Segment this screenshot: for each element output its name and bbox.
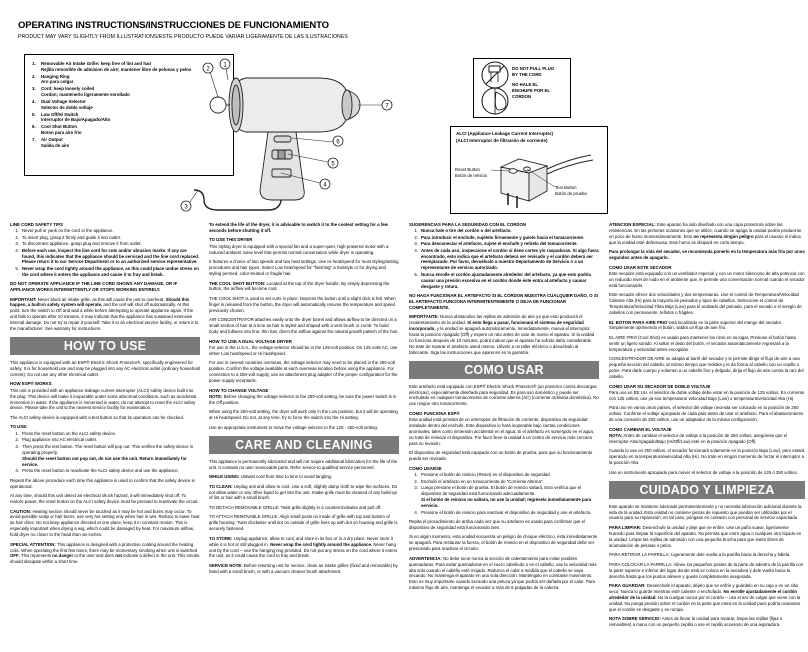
list-item: 3. To disconnect appliance, grasp plug and remove it from outlet. [15,241,142,247]
how-to-use-banner: HOW TO USE [10,337,200,355]
list-item: 4. Antes de cada uso, inspeccione el cordón si tiene cortes y/o raspaduras. Si algo fuera encontrado, esto indica que el artefacto deberá ser revisado y el cordón deberá ser reemplazado. Por favor, devuélvalo a nuestro Departamento de Servicio o a un representante de servicio autorizado. [414,247,599,271]
lubrication-paragraph: This appliance is permanently lubricated and will not require additional lubrication for the life of the unit. It contains no user serviceable parts. Refer service to qualified service personnel. [209,458,398,470]
change-voltage-paragraph-3: Use an appropriate instrument to move the voltage selector to the 125 - 250-volt setting. [209,424,379,430]
list-item: 3. Luego presione el botón de prueba. El botón de reinicio saltará. Esto verifica que el dispositivo de seguridad está funcionando adecuadamente. [414,485,582,496]
como-usarse-steps [409,472,599,515]
test-button-label-en: Test Button [555,185,577,190]
como-usar-intro: Este artefacto está equipado con ESP® Electric Shock Protector® (un protector contra descargas eléctricas), especialmente diseñado para seguridad. Es para uso doméstico y puede ser enchufado en cualquier tomacorriente de corriente alterna (AC) (corriente ordinaria doméstica). No use ningún otro tomacorriente. [409,383,599,407]
part-label-en: Cool Shot Button [41,124,78,130]
dryer-speeds-paragraph: It features a choice of two speeds and two heat settings. Use Hi heat/speed for most styling/setting procedures and hair types. Select Low heat/speed for "finishing" a hairstyle or for drying and styling permed, color-treated or fragile hair. [209,259,399,277]
part-number: 2. [32,73,36,79]
air-concentrator-paragraph: AIR CONCENTRATOR attaches easily onto the dryer barrel and allows airflow to be directed on a small section of hair at a time as hair is styled and shaped with a vent brush or comb. To build body and fullness into fine, thin hair, direct the airflow against the natural growth pattern of the hair. [209,317,399,335]
list-item: 4. Press the reset button to reactivate the ALCI safety device and use the appliance. [15,468,179,474]
hair-dryer-illustration [168,50,468,215]
dual-voltage-overseas-paragraph: For use in several countries overseas, the voltage selector may need to be placed in the 250-volt position. Confirm the voltage available at each overseas location before using the appliance. For connection to a 250-volt supply, use an attachment plug adapter of the proper configuration for the power supply receptacle. [209,360,398,384]
part-text [41,99,93,110]
part-label-en: Dual Voltage Selector [41,99,86,105]
doble-voltaje-heading: COMO USAR SU SECADOR DE DOBLE VOLTAJE [609,383,711,389]
special-attention-paragraph: SPECIAL ATTENTION: This appliance is designed with a protective coating around the heating coils. When operating the first few times, there may be momentary smoking when unit is switched OFF. This represents no danger to the user and does not indicate a defect in the unit. This smoke should dissipate within a short time. [10,541,200,565]
como-usarse-heading: COMO USARSE [409,465,442,471]
page-subtitle: PRODUCT MAY VARY SLIGHTLY FROM ILLUSTRATIONS/ESTE PRODUCTO PUEDE VARIAR LIGERAMENTE DE LAS ILUSTRACIONES [18,34,348,40]
para-guardar-paragraph: PARA GUARDAR: Desenchufe el aparato, déjelo que se enfríe y guárdelo en su caja o en un sitio seco. Nunca lo guarde mientras esté caliente o enchufado. No enrolle ajustadamente el cordón alrededor de la unidad. No la cuelgue nunca por el cordón -- use el aro de colgar que viene con la unidad. No ponga presión sobre el cordón en la parte que entra en la unidad pues podría ocasionar que el cordón se desgaste y se rompa. [609,583,801,612]
change-voltage-note: NOTE: Before changing the voltage selector to the 250-volt setting, be sure the power switch is in the Off position. [209,394,397,405]
como-funciona-esp-heading: COMO FUNCIONA ESP® [409,410,460,416]
alci-plug-diagram [450,126,608,214]
part-number: 6. [32,124,36,130]
part-label-es: Rejilla removible de admision de aire; mantener libre de pelusas y pelos [41,66,192,72]
cambiar-voltaje-paragraph-3: Use un instrumento apropiado para mover el selector de voltaje a la posición de 125 ó 250 voltios. [609,469,798,475]
dryer-motor-paragraph: This styling dryer is equipped with a special fan and a super-quiet, high-powered motor with a reduced ambient noise level that permits normal conversation while dryer is operating. [209,243,389,255]
part-text [41,74,73,85]
part-label-en: Cord; keep loosely coiled [41,86,95,92]
list-item: 1. Nunca hale o tire del cordón o del artefacto. [414,228,512,234]
to-use-heading: TO USE: [10,424,28,430]
list-item: 5. Never wrap the cord tightly around the appliance, as this could place undue stress on the cord where it enters the appliance and cause it to fray and break. [15,265,199,277]
svg-text:1: 1 [223,62,227,69]
list-item: Should the reset button not pop out, do not use the unit. Return immediately for service. [22,455,187,467]
alci-title-en: ALCI (Appliance Leakage Current Interrupter) [456,131,554,136]
to-clean-paragraph: TO CLEAN: Unplug unit and allow to cool. Use a soft, slightly damp cloth to wipe the surfaces. Do not allow water or any other liquid to get into the unit. Intake grille must be cleaned of any build-up of lint or hair with a small brush. [209,483,398,501]
part-label-en: Removable Air Intake Grille; keep free of lint and hair [41,61,152,66]
nota-servicio-paragraph: NOTA SOBRE SERVICIO: Antes de llevar la unidad para reparar, limpie las rejillas (fijas o removibles) a mano con un pequeño cepillo o use el cepillo accesorio de una aspiradora. [609,616,783,628]
warning-line-5: CORDON [512,94,532,99]
lubricacion-paragraph: Este aparato se mantiene lubricado permanentemente y no necesita lubricación adicional durante la vida de la unidad. Esta unidad no contiene piezas de repuesto que puedan ser utilizadas por el usuario para su reparación; en tal caso, póngase en contacto con personal de servicio capacitado. [609,503,802,521]
part-text [41,137,69,148]
list-item: Si el botón de reinicio no saltara, no use la unidad; regrésela inmediatamente para servicio. [421,497,592,509]
no-haga-funcionar-notice: NO HAGA FUNCIONAR EL ARTEFACTO SI EL CORDON MUESTRA CUALQUIER DAÑO, O SI EL ARTEFACTO FUNCIONA INTERMITENTEMENTE O DEJA DE FUNCIONAR COMPLETAMENTE. [409,292,598,310]
part-number: 7. [32,137,36,143]
warning-line-1: DO NOT PULL PLUG [512,66,555,71]
part-number: 5. [32,111,36,117]
column-english-usage [209,222,399,578]
how-to-use-intro: This appliance is equipped with an ESP® Electric Shock Protector®, specifically engineered for safety. It is for household use and may be plugged into any AC electrical outlet (ordinary household current). Do not use any other electrical outlet. [10,360,200,377]
list-item: 1. Never pull or yank on the cord or the appliance. [15,228,114,234]
importante-notice: IMPORTANTE: Nunca obstaculice las rejillas de admisión de aire ya que esto producirá el recalentamiento de la unidad. Si esto llega a pasar, funcionará el sistema de seguridad incorporado, y la unidad se apagará automáticamente. Inmediatamente, mueva el interruptor hacia la posición Apagado (Off) y espere un rato antes de usar de nuevo el aparato. Si la unidad no funciona después de 10 minutos, podrá indicar que el aparato ha sufrido daño considerable. No trate de reparar el artefacto usted mismo. Llévelo a un taller eléctrico o devuélvalo al fabricante. Siga las instrucciones que aparecen en la garantía. [409,314,595,355]
concentrador-paragraph: CONCENTRADOR DE AIRE se adapta al barril del secador y le permite dirigir el flujo de aire a una pequeña sección del cabello, al mismo tiempo que moldea y le da forma al cabello con un cepillo o peine. Para darle cuerpo y volumen a un cabello fino y delgado, dirija el flujo de aire contra la raíz del cabello. [609,356,804,379]
svg-text:2: 2 [206,66,210,73]
important-notice: IMPORTANT: Never block air intake grille, as this will cause the unit to overheat. Should this happen, a built-in safety system will operate, and the unit will shut off automatically. At this point, turn the switch to Off and wait a while before attempting to operate appliance again. If the unit fails to operate after 10 minutes, it may indicate that the appliance has sustained extensive internal damage. Do not try to repair it yourself. Take it to an electrical service facility, or return it to the manufacturer. See warranty for instructions. [10,296,199,332]
list-item: 2. Para introducir el enchufe, sujételo firmemente y guíelo hacia el tomacorriente. [414,234,585,240]
list-item: 2. Enchufe el artefacto en un tomacorriente de "Corriente Alterna". [414,478,544,484]
part-label-en: Hanging Ring [41,73,70,79]
while-using-paragraph: WHILE USING: Untwist cord from time to time to avoid tangling. [209,474,333,480]
cambiar-voltaje-nota: NOTA: Antes de cambiar el selector de voltaje a la posición de 250 voltios, asegúrese que el interruptor Alto/Apagado/Bajo (Hi/Off/Low) esté en la posición Apagado (Off). [609,433,788,444]
warning-text [512,66,554,100]
list-item: 2. To insert plug, grasp it firmly and guide it into outlet. [15,234,121,240]
esp-paragraph-1: This unit is provided with an appliance leakage current interrupter (ALCI) safety device built into the plug. This device will make it inoperable under some abnormal conditions, such as accidental immersion in water. If the appliance is immersed in water, do not attempt to reset the ALCI safety device. Please take the unit to the nearest service facility for examination. [10,387,197,411]
svg-text:3: 3 [184,204,188,211]
part-number: 4. [32,99,36,105]
to-use-this-dryer-heading: TO USE THIS DRYER [209,237,253,243]
service-note-paragraph: SERVICE NOTE: Before returning unit for service, clean air intake grilles (fixed and removable) by hand with a small brush, or with a vacuum cleaner brush attachment. [209,562,398,574]
cool-shot-button-paragraph: THE COOL SHOT BUTTON: Located at the top of the dryer handle. By simply depressing the button, the airflow will become cool. [209,280,390,292]
prolongar-vida-note: Para prolongar la vida del secador, se recomienda ponerlo en la temperatura más fría por unos segundos antes de apagarlo. [609,249,805,261]
line-cord-safety-list [10,228,200,277]
doble-voltaje-paises-paragraph: Para uso en varios otros países, el selector del voltaje necesita ser colocado en la posición de 250 voltios. Confirme el voltaje apropiado de cada país antes de usar el artefacto. Para el abastecimiento de una conexión de 250 voltios, use un adaptador de la misma configuración. [609,405,804,423]
list-item: 4. Before each use, inspect the line cord for cuts and/or abrasion marks. If any are found, this indicates that the appliance should be serviced and the line cord replaced. Please return it to our Service Department or to an authorized service representative. [15,247,200,265]
repita-paragraph: Repita el procedimiento de arriba cada vez que su artefacto es usado para confirmar que el dispositivo de seguridad está funcionando bien. [409,519,586,530]
to-store-paragraph: TO STORE: Unplug appliance, allow to cool, and store in its box or in a dry place. Never store it while it is hot or still plugged in. Never wrap the cord tightly around the appliance. Never hang unit by the cord -- use the hanging ring provided. Do not put any stress on the cord where it enters the unit, as it could cause the cord to fray and break. [209,535,398,559]
part-label-en: Air Output [41,137,63,143]
warning-line-3: NO HALE EL [512,82,539,87]
list-item: 4. Presione el botón de reinicio para reactivar el dispositivo de seguridad y use el artefacto. [414,509,592,515]
sugerencias-seguridad-list [409,228,599,289]
shock-hazard-paragraph: At any time, should this unit detect an electrical shock hazard, it will immediately shut off. To restore power, the reset button on the ALCI safety device must be pressed to reactivate the circuit. [10,493,199,504]
reset-button-label-en: Reset Button [455,167,480,172]
doble-voltaje-eeuu-paragraph: Para uso en EE.UU. el selector de doble voltaje debe estar en la posición de 125 voltios. En corriente con 125 voltios, use ya sea temperatura/ velocidad Baja (Low) o temperatura/velocidad Alta (Hi). [609,389,805,401]
list-item: 5. Nunca enrolle el cordón ajustadamente alrededor del artefacto, ya que esto podría causar una presión excesiva en el cordón donde éste entra al artefacto y causar desgaste y rotura. [414,271,591,289]
secador-motor-paragraph: Este secador está equipado con un ventilador especial y con un motor silencioso de alta potencia con un reducido nivel de ruido en el ambiente que, le permite una conversación normal cuando el secador está funcionando. [609,271,805,288]
part-text [41,86,130,97]
care-and-cleaning-banner: CARE AND CLEANING [209,436,399,454]
alci-test-label [555,185,587,196]
part-label-es: Interruptor de Bajo/Apagado/Alto [41,117,111,123]
para-limpiar-paragraph: PARA LIMPIAR: Desenchufe la unidad y deje que se enfríe. Use un paño suave, ligeramente humedo para limpiar la superficie del aparato. No permita que entre agua o cualquier otro líquido en la unidad. Limpie las rejillas de admisión con una pequeña brocha para que estén libres de acumulación de pelusas o pelos. [609,524,802,548]
cambiar-voltaje-paragraph-2: Cuando lo use en 250 voltios, el secador funcionará solamente en la posición Baja (Low), pero estará operando en la temperatura/velocidad Alta (Hi). No trate en ningún momento de forzar el interruptor a la posición Alta. [609,448,805,466]
warning-line-4: ENCHUFE POR EL [512,88,550,93]
dual-voltage-heading: HOW TO USE A DUAL VOLTAGE DRYER [209,338,292,344]
list-item: 3. Para desconectar el artefacto, sujete el enchufe y retírelo del tomacorriente. [414,241,578,247]
cuidado-limpieza-banner: CUIDADO Y LIMPIEZA [609,481,805,499]
part-label-es: Cordon; mantenerlo ligeramente enrollado [41,91,130,97]
part-number: 1. [32,61,36,66]
list-item: 1. Press the reset button on the ALCI safety device. [15,430,117,436]
change-voltage-paragraph-2: When using the 250-volt setting, the dryer will work only in the Low position, but it will be operating at Hi heat/speed. Do not, at any time, try to force the switch into the Hi setting. [209,409,398,421]
repeat-procedure-paragraph: Repeat the above procedure each time this appliance is used to confirm that the safety device is operational. [10,477,195,489]
caution-paragraph: CAUTION: Heating section should never be touched as it may be hot and burns may occur. To avoid possible scalp or hair burns, use very hot setting only when hair is wet. Reduce to lower heat as hair dries. Do not keep appliance directed at one place; keep it in constant motion. This is especially important when drying a wig, which could be damaged by heat. For maximum airflow, hold dryer no closer to the head than six inches. [10,508,200,538]
do-not-pull-plug-warning [473,58,571,118]
part-number: 3. [32,86,36,92]
esp-es-paragraph-2: El dispositivo de seguridad está equipado con un botón de prueba, para que su funcionamiento pueda ser revisado. [409,450,593,462]
do-not-operate-notice: DO NOT OPERATE APPLIANCE IF THE LINE CORD SHOWS ANY DAMAGE, OR IF APPLIANCE WORKS INTERMITTENTLY OR STOPS WORKING ENTIRELY. [10,281,178,293]
alci-reset-label [455,167,487,178]
part-label-en: Low Off/Hi Switch [41,111,79,117]
part-label-es: Selector de doble voltaje [41,104,93,110]
svg-text:4: 4 [323,182,327,189]
advertencia-paragraph: ADVERTENCIA: No debe tocar nunca la sección de calentamiento para evitar posibles quemaduras. Para evitar quemaduras en el cuero cabelludo o en el cabello, use la velocidad más alta sólo cuando el cabello esté mojado. Reduzca el calor a medida que el cabello se vaya secando. No mantenga el aparato en una sola dirección. Manténgalo en constante movimiento. Esto es muy importante cuando secando una peluca ya que podría ser dañada por el calor. Para máximo flujo de aire, mantenga el secador a más de 6 pulgadas de la cabeza. [409,555,597,591]
svg-text:7: 7 [385,103,389,110]
change-voltage-heading: HOW TO CHANGE VOLTAGE [209,387,269,393]
part-label-es: Aro para colgar [41,79,74,85]
page-title: OPERATING INSTRUCTIONS/INSTRUCCIONES DE FUNCIONAMIENTO [18,20,329,31]
column-spanish-usage [609,222,805,632]
page-header [18,20,578,41]
extend-life-note: To extend the life of the dryer, it is advisable to switch it to the coolest setting for a few seconds before shutting it off. [209,222,389,233]
como-usar-banner: COMO USAR [409,361,599,379]
svg-text:5: 5 [331,161,335,168]
boton-aire-frio-paragraph: EL BOTON PARA AIRE FRIO está localizado en la parte superior del mango del secador. Simplemente oprimiendo el botón, saldrá un flujo de aire frío. [609,319,783,331]
secador-velocidades-paragraph: Este secador ofrece dos velocidades y dos temperaturas. Use el control de Temperatura/Velocidad Caliente Alta (Hi) para la mayoría de peinados y tipos de cabellos. Seleccione el control de Temperatura/Velocidad Tibia Baja (Low) para el acabado del peinado, para el secado o el arreglo de cabellos con permanente, teñidos o frágiles. [609,292,802,316]
test-button-label-es: Botón de prueba [555,190,587,196]
warning-line-2: BY THE CORD [512,72,542,77]
line-cord-safety-heading: LINE CORD SAFETY TIPS [10,222,64,227]
attach-grille-paragraph: TO ATTACH REMOVABLE GRILLE: Align small posts on inside of grille with top and bottom of grille housing. Twist clockwise until dot on outside of grille lines up with dot on housing and grille is securely fastened. [209,514,398,532]
como-usar-secador-heading: COMO USAR ESTE SECADOR [609,264,672,270]
list-item: 1. Presione el botón de reinicio (Reset) en el dispositivo de seguridad. [414,472,551,478]
column-spanish-safety [409,222,599,595]
part-label-es: Salida de aire [41,142,70,148]
atencion-especial-paragraph: ATENCION ESPECIAL: Este aparato ha sido diseñado con una capa protectora sobre las resistencias. En las primeras ocasiones que se utilice, cuando se apaga la unidad podría producirse un poco de humo momentáneamente. Esto no representa ningún peligro para el usuario ni indica que la unidad esté defectuosa. Este humo se disipará en corto tiempo. [609,222,802,245]
part-label-es: Boton para aire frio [41,130,82,136]
list-item: 2. Plug appliance into AC electrical outlet. [15,437,98,443]
colocar-parrilla-paragraph: PARA COLOCAR LA PARRILLA: Alinee los pequeños postes de la parte de adentro de la parrilla con la parte superior e inferior del lugar donde está se coloca en la secadora y dele vuelta hacia la derecha hasta que los puntos alineen y quede completamente asegurada. [609,561,804,579]
esp-paragraph-2: The ALCI safety device is equipped with a test button so that its operation can be checked. [10,414,185,420]
part-text [41,124,82,135]
to-use-steps [10,431,200,474]
peligro-choque-paragraph: Si en algún momento, esta unidad encuentra un peligro de choque eléctrico, ésta inmediatamente se apagará. Para restaurar la fuerza, el botón de reinicio en el dispositivo de seguridad debe ser presionado para reactivar el circuito. [409,534,598,552]
alci-title-es: (ALCI Interruptor de filtración de corriente) [456,138,548,143]
dual-voltage-usa-paragraph: For use in the U.S.A., the voltage selector should be in the 125-volt position. On 125 volts AC, use either Low heat/speed or Hi heat/speed. [209,344,398,356]
aire-frio-paragraph: EL AIRE FRIO (Cool Shot) es usado para mantener los rizos en su lugar. Presione el botón hasta sentir un ligero sonido. Al soltar el dedo del botón, el secador automáticamente regresará a la temperatura y velocidad antes escogidas. [609,334,796,352]
retirar-parrilla-paragraph: PARA RETIRAR LA PARRILLA: Ligeramente dele vuelta a la parrilla hacia la derecha y hálela. [609,552,791,558]
sugerencias-seguridad-heading: SUGERENCIAS PARA LA SEGURIDAD CON EL CORDON [409,222,527,227]
how-esp-works-heading: HOW ESP® WORKS [10,381,52,387]
list-item: 3. Then press the test button. The reset button will pop out. This verifies the safety device is operating properly. [15,443,194,455]
esp-es-paragraph-1: Esta unidad está provista de un interruptor de filtración de corriente, dispositivo de seguridad instalado dentro del enchufe. Este dispositivo lo hará inoperable bajo ciertas condiciones anormales, tales como inmersión accidental en el agua. Si el artefacto es sumergido en el agua, no trate de reiniciar el dispositivo. Por favor lleve la unidad a un centro de servicio más cercano para su revisión. [409,417,594,446]
cool-shot-usage-paragraph: THE COOL SHOT is used to set curls in place. Depress the button until a slight click is felt. When finger is released from the button, the dryer will automatically resume the temperature and speed previously chosen. [209,295,396,313]
column-english-safety [10,222,200,569]
svg-text:6: 6 [336,139,340,146]
detach-grille-paragraph: TO DETACH REMOVABLE GRILLE: Twist grille slightly in a counterclockwise and pull off. [209,504,382,510]
cambiar-voltaje-heading: COMO CAMBIAR EL VOLTAJE [609,426,672,432]
reset-button-label-es: Botón de reinicio [455,172,488,178]
part-text [41,112,110,123]
illustration-band [18,50,790,215]
